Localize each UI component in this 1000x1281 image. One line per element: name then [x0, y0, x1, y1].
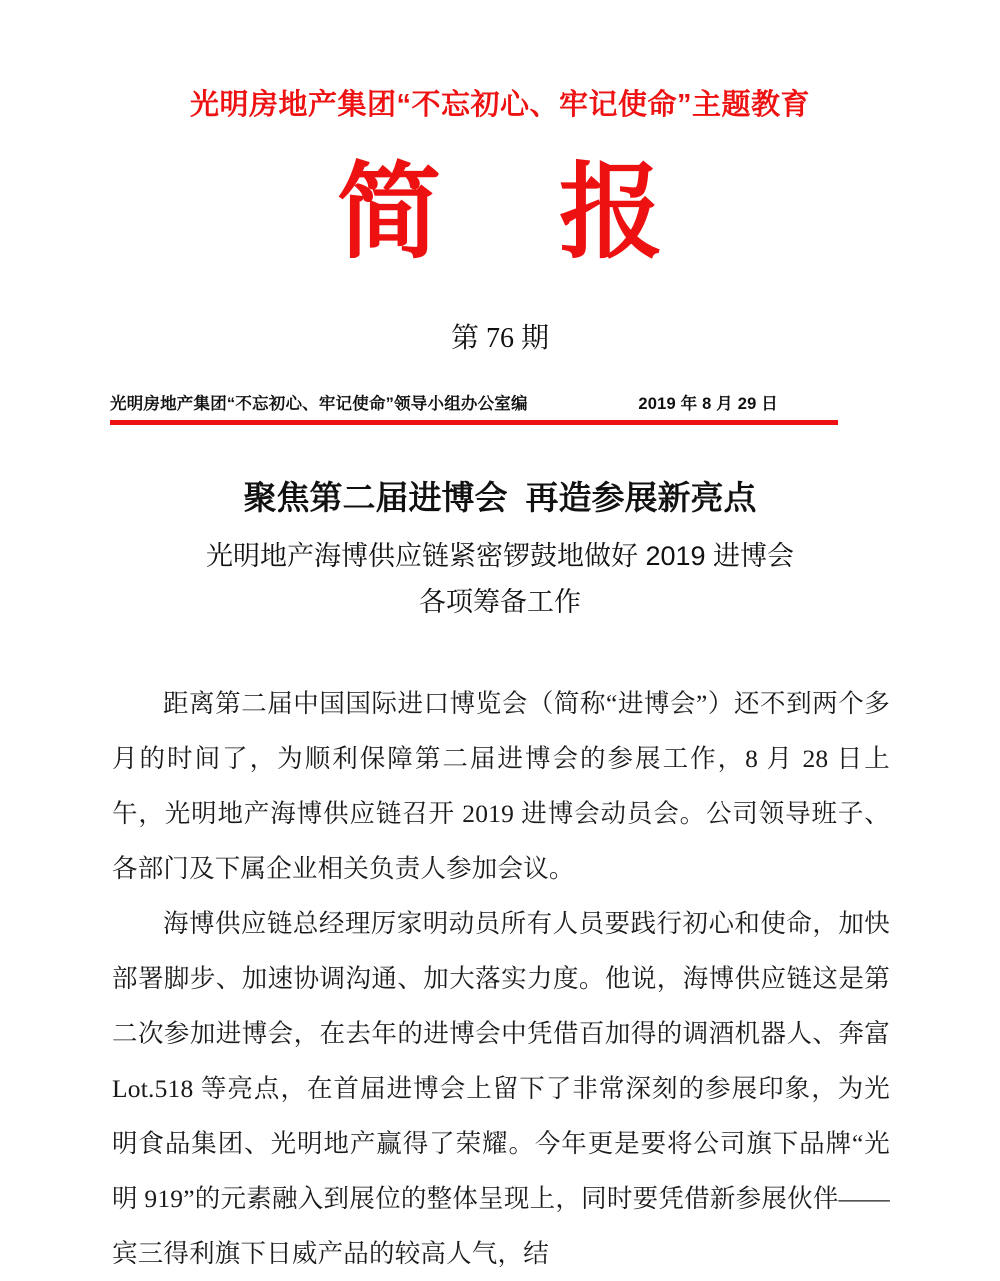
- body-paragraph: 距离第二届中国国际进口博览会（简称“进博会”）还不到两个多月的时间了，为顺利保障第二届进博会的参展工作，8 月 28 日上午，光明地产海博供应链召开 2019 进博会动员会。公司领导班子、各部门及下属企业相关负责人参加会议。: [112, 689, 890, 883]
- article-subheadline: [100, 533, 900, 625]
- issue-number: 第 76 期: [450, 323, 549, 354]
- article-subheadline-line-2: 各项筹备工作: [419, 587, 581, 617]
- bulletin-char-bao: 报: [559, 155, 664, 271]
- article-headline-part-1: 聚焦第二届进博会: [243, 479, 508, 516]
- article-body: [112, 676, 890, 1281]
- bulletin-char-jian: 简: [336, 155, 441, 271]
- publisher-editor: 光明房地产集团“不忘初心、牢记使命”领导小组办公室编: [110, 395, 528, 413]
- publication-date: 2019 年 8 月 29 日: [638, 395, 778, 413]
- red-divider-rule: [110, 420, 838, 425]
- bulletin-title: [0, 155, 1000, 271]
- publisher-row: [110, 390, 838, 414]
- article-headline-part-2: 再造参展新亮点: [525, 479, 757, 516]
- body-paragraph: 海博供应链总经理厉家明动员所有人员要践行初心和使命，加快部署脚步、加速协调沟通、加大落实力度。他说，海博供应链这是第二次参加进博会，在去年的进博会中凭借百加得的调酒机器人、奔富 Lot.518 等亮点，在首届进博会上留下了非常深刻的参展印象，为光明食品集团、光明地产赢得了荣耀。今年更是要将公司旗下品牌“光明 919”的元素融入到展位的整体呈现上，同时要凭借新参展伙伴——宾三得利旗下日威产品的较高人气，结: [112, 909, 890, 1268]
- article-subheadline-line-1: 光明地产海博供应链紧密锣鼓地做好 2019 进博会: [205, 541, 795, 571]
- masthead-theme-line: 光明房地产集团“不忘初心、牢记使命”主题教育: [189, 89, 810, 121]
- article-headline: [0, 476, 1000, 520]
